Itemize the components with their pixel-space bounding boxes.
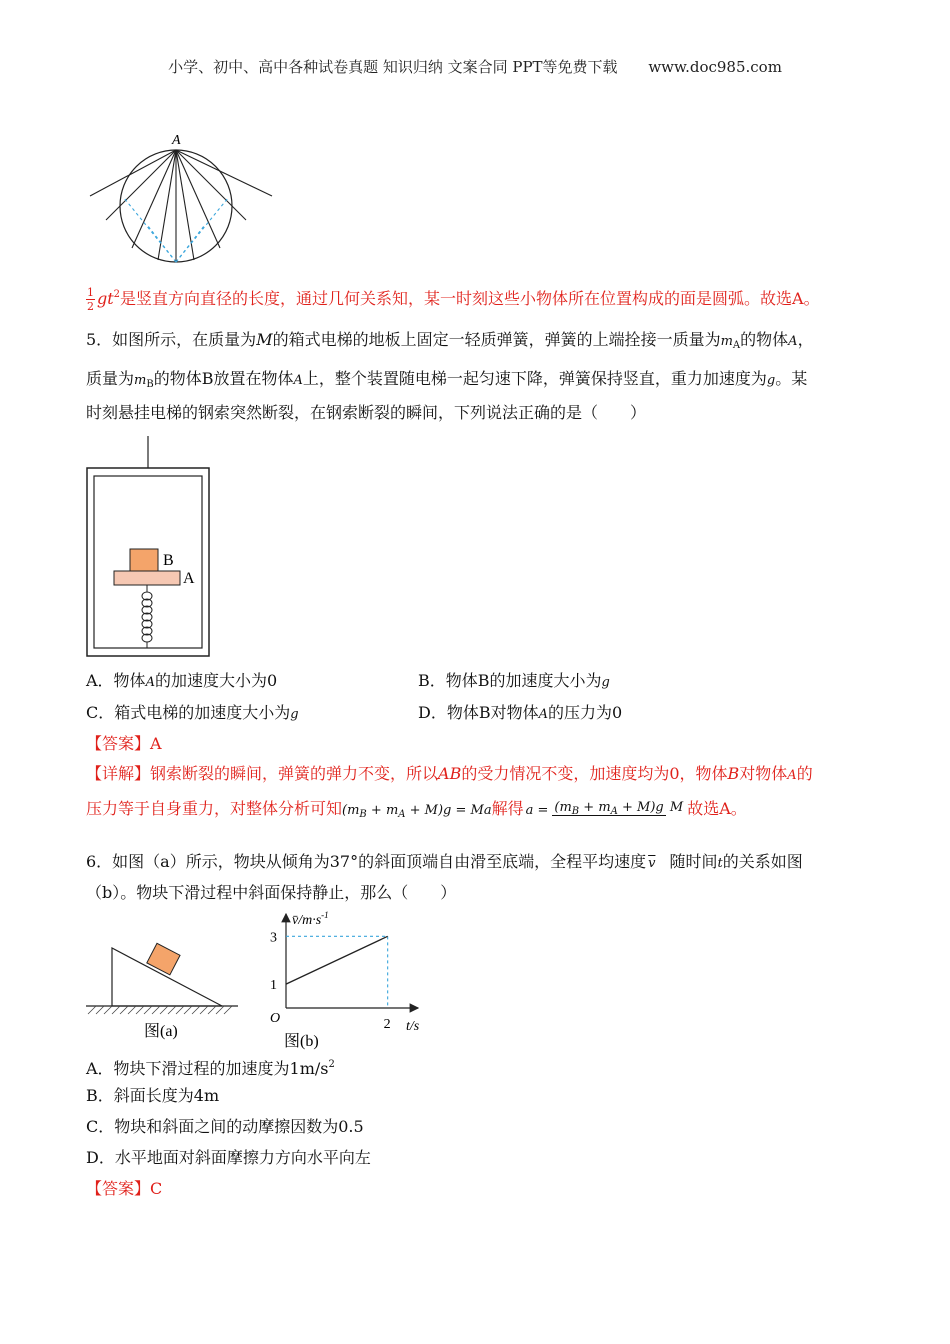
label-b: B xyxy=(163,552,174,569)
q5-detail-line2: 压力等于自身重力，对整体分析可知$(m_B + m_A + M)g = Ma$解得 $a = (m_B + m_A + M)g$ M 故选A。 xyxy=(86,799,747,820)
half-fraction: $\frac{1}{2}$ xyxy=(87,286,94,313)
q6-option-b[interactable]: B．斜面长度为4m xyxy=(86,1086,220,1105)
page-header xyxy=(0,56,950,77)
header-text: 小学、初中、高中各种试卷真题 知识归纳 文案合同 PPT等免费下载 xyxy=(168,58,618,76)
q6-option-c[interactable]: C．物块和斜面之间的动摩擦因数为0.5 xyxy=(86,1117,364,1136)
x-tick-2: 2 xyxy=(383,1017,391,1032)
acceleration-fraction: $(m_B + m_A + M)g$ M xyxy=(554,799,684,817)
elevator-figure xyxy=(86,436,216,658)
q5-answer: 【答案】A xyxy=(86,734,162,753)
q5-line2: 质量为$m_B$的物体B放置在物体A上，整个装置随电梯一起匀速下降，弹簧保持竖直，重力加速度为g。某 xyxy=(86,369,808,390)
q6-answer: 【答案】C xyxy=(86,1179,163,1198)
x-axis-label: t/s xyxy=(406,1019,420,1034)
q5-detail-line1: 【详解】钢索断裂的瞬间，弹簧的弹力不变，所以AB的受力情况不变，加速度均为0，物体B对物体A的 xyxy=(86,764,813,783)
header-site-link[interactable]: www.doc985.com xyxy=(648,58,782,76)
q5-option-d[interactable]: D．物体B对物体A的压力为0 xyxy=(418,703,623,722)
y-tick-1: 1 xyxy=(270,978,277,994)
q5-option-a[interactable]: A．物体A的加速度大小为0 xyxy=(86,671,278,690)
incline-figure xyxy=(86,930,246,1050)
circle-chords-figure xyxy=(86,128,286,268)
q5-option-c[interactable]: C．箱式电梯的加速度大小为g xyxy=(86,703,299,722)
q5-line3: 时刻悬挂电梯的钢索突然断裂，在钢索断裂的瞬间，下列说法正确的是（ ） xyxy=(86,403,647,422)
q5-option-b[interactable]: B．物体B的加速度大小为g xyxy=(418,671,610,690)
label-a: A xyxy=(172,133,181,148)
y-axis-label: $v̄/m\cdot s^{-1}$ xyxy=(292,910,329,928)
fig-b-caption: 图(b) xyxy=(284,1033,319,1050)
velocity-time-chart xyxy=(262,908,432,1050)
explain-q4: $\frac{1}{2}$ $gt^2$是竖直方向直径的长度，通过几何关系知，某一时刻这些小物体所在位置构成的面是圆弧。故选A。 xyxy=(87,286,820,313)
fig-a-caption: 图(a) xyxy=(144,1023,178,1040)
q5-line1: 5．如图所示，在质量为M的箱式电梯的地板上固定一轻质弹簧，弹簧的上端拴接一质量为$m_A$的物体A， xyxy=(86,330,814,351)
origin-label: O xyxy=(270,1011,281,1026)
y-tick-3: 3 xyxy=(270,930,277,946)
q6-option-d[interactable]: D．水平地面对斜面摩擦力方向水平向左 xyxy=(86,1148,371,1167)
series-line xyxy=(286,936,388,984)
q6-option-a[interactable]: A．物块下滑过程的加速度为$1m/s^2$ xyxy=(86,1059,335,1078)
label-a-block: A xyxy=(183,570,195,587)
q6-line2: （b）。物块下滑过程中斜面保持静止，那么（ ） xyxy=(86,883,457,902)
q6-line1: 6．如图（a）所示，物块从倾角为37°的斜面顶端自由滑至底端，全程平均速度 $\overline{v}$ 随时间t的关系如图 xyxy=(86,852,803,871)
